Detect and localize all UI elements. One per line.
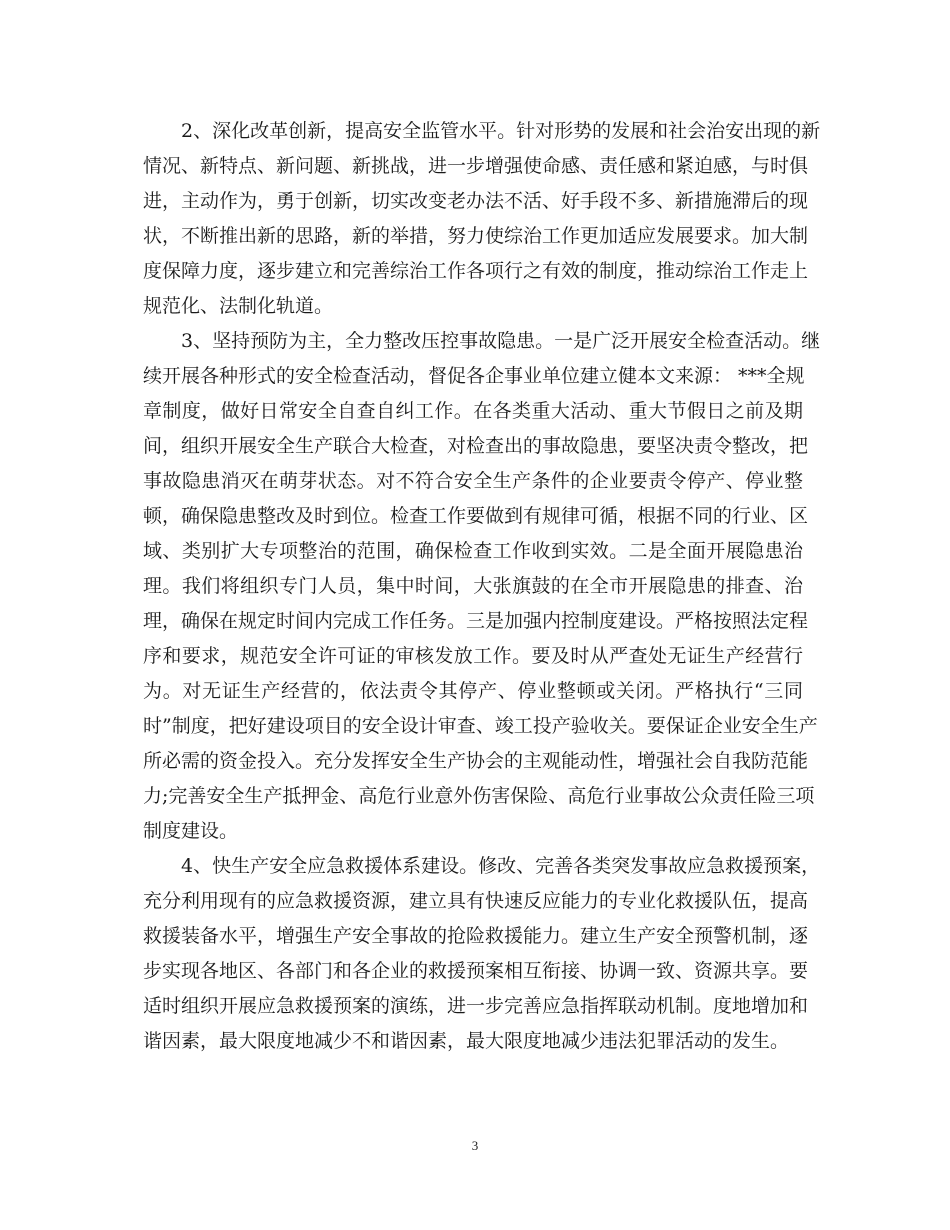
document-body [143,114,821,1059]
text-line: 4、快生产安全应急救援体系建设。修改、完善各类突发事故应急救援预案， [181,855,821,877]
text-line: 间，组织开展安全生产联合大检查，对检查出的事故隐患，要坚决责令整改，把 [143,435,809,457]
text-line: 时”制度，把好建设项目的安全设计审查、竣工投产验收关。要保证企业安全生产 [143,715,818,737]
paragraph-4-emergency [143,849,821,1059]
text-line: 步实现各地区、各部门和各企业的救援预案相互衔接、协调一致、资源共享。要 [143,960,809,982]
text-line: 事故隐患消灭在萌芽状态。对不符合安全生产条件的企业要责令停产、停业整 [143,470,803,492]
text-line: 理。我们将组织专门人员，集中时间，大张旗鼓的在全市开展隐患的排查、治 [143,575,803,597]
text-line: 章制度，做好日常安全自查自纠工作。在各类重大活动、重大节假日之前及期 [143,400,803,422]
text-line: 所必需的资金投入。充分发挥安全生产协会的主观能动性，增强社会自我防范能 [143,750,809,772]
text-line: 谐因素，最大限度地减少不和谐因素，最大限度地减少违法犯罪活动的发生。 [143,1030,790,1052]
text-line: 制度建设。 [143,820,239,842]
text-line: 状，不断推出新的思路，新的举措，努力使综治工作更加适应发展要求。加大制 [143,225,809,247]
text-line: 适时组织开展应急救援预案的演练，进一步完善应急指挥联动机制。度地增加和 [143,995,809,1017]
text-line: 救援装备水平，增强生产安全事故的抢险救援能力。建立生产安全预警机制，逐 [143,925,809,947]
paragraph-3-prevention [143,324,821,849]
text-line: 续开展各种形式的安全检查活动，督促各企事业单位建立健本文来源： ***全规 [143,365,805,387]
text-line: 3、坚持预防为主，全力整改压控事故隐患。一是广泛开展安全检查活动。继 [181,330,821,352]
page-number: 3 [471,1138,479,1153]
text-line: 顿，确保隐患整改及时到位。检查工作要做到有规律可循，根据不同的行业、区 [143,505,809,527]
text-line: 序和要求，规范安全许可证的审核发放工作。要及时从严查处无证生产经营行 [143,645,803,667]
text-line: 域、类别扩大专项整治的范围，确保检查工作收到实效。二是全面开展隐患治 [143,540,803,562]
paragraph-2-reform [143,114,821,324]
text-line: 情况、新特点、新问题、新挑战，进一步增强使命感、责任感和紧迫感，与时俱 [143,155,809,177]
text-line: 理，确保在规定时间内完成工作任务。三是加强内控制度建设。严格按照法定程 [143,610,809,632]
text-line: 为。对无证生产经营的，依法责令其停产、停业整顿或关闭。严格执行“三同 [143,680,803,702]
text-line: 进，主动作为，勇于创新，切实改变老办法不活、好手段不多、新措施滞后的现 [143,190,809,212]
text-line: 度保障力度，逐步建立和完善综治工作各项行之有效的制度，推动综治工作走上 [143,260,809,282]
text-line: 力;完善安全生产抵押金、高危行业意外伤害保险、高危行业事故公众责任险三项 [143,785,815,807]
text-line: 充分利用现有的应急救援资源，建立具有快速反应能力的专业化救援队伍，提高 [143,890,809,912]
text-line: 2、深化改革创新，提高安全监管水平。针对形势的发展和社会治安出现的新 [181,120,821,142]
text-line: 规范化、法制化轨道。 [143,295,334,317]
